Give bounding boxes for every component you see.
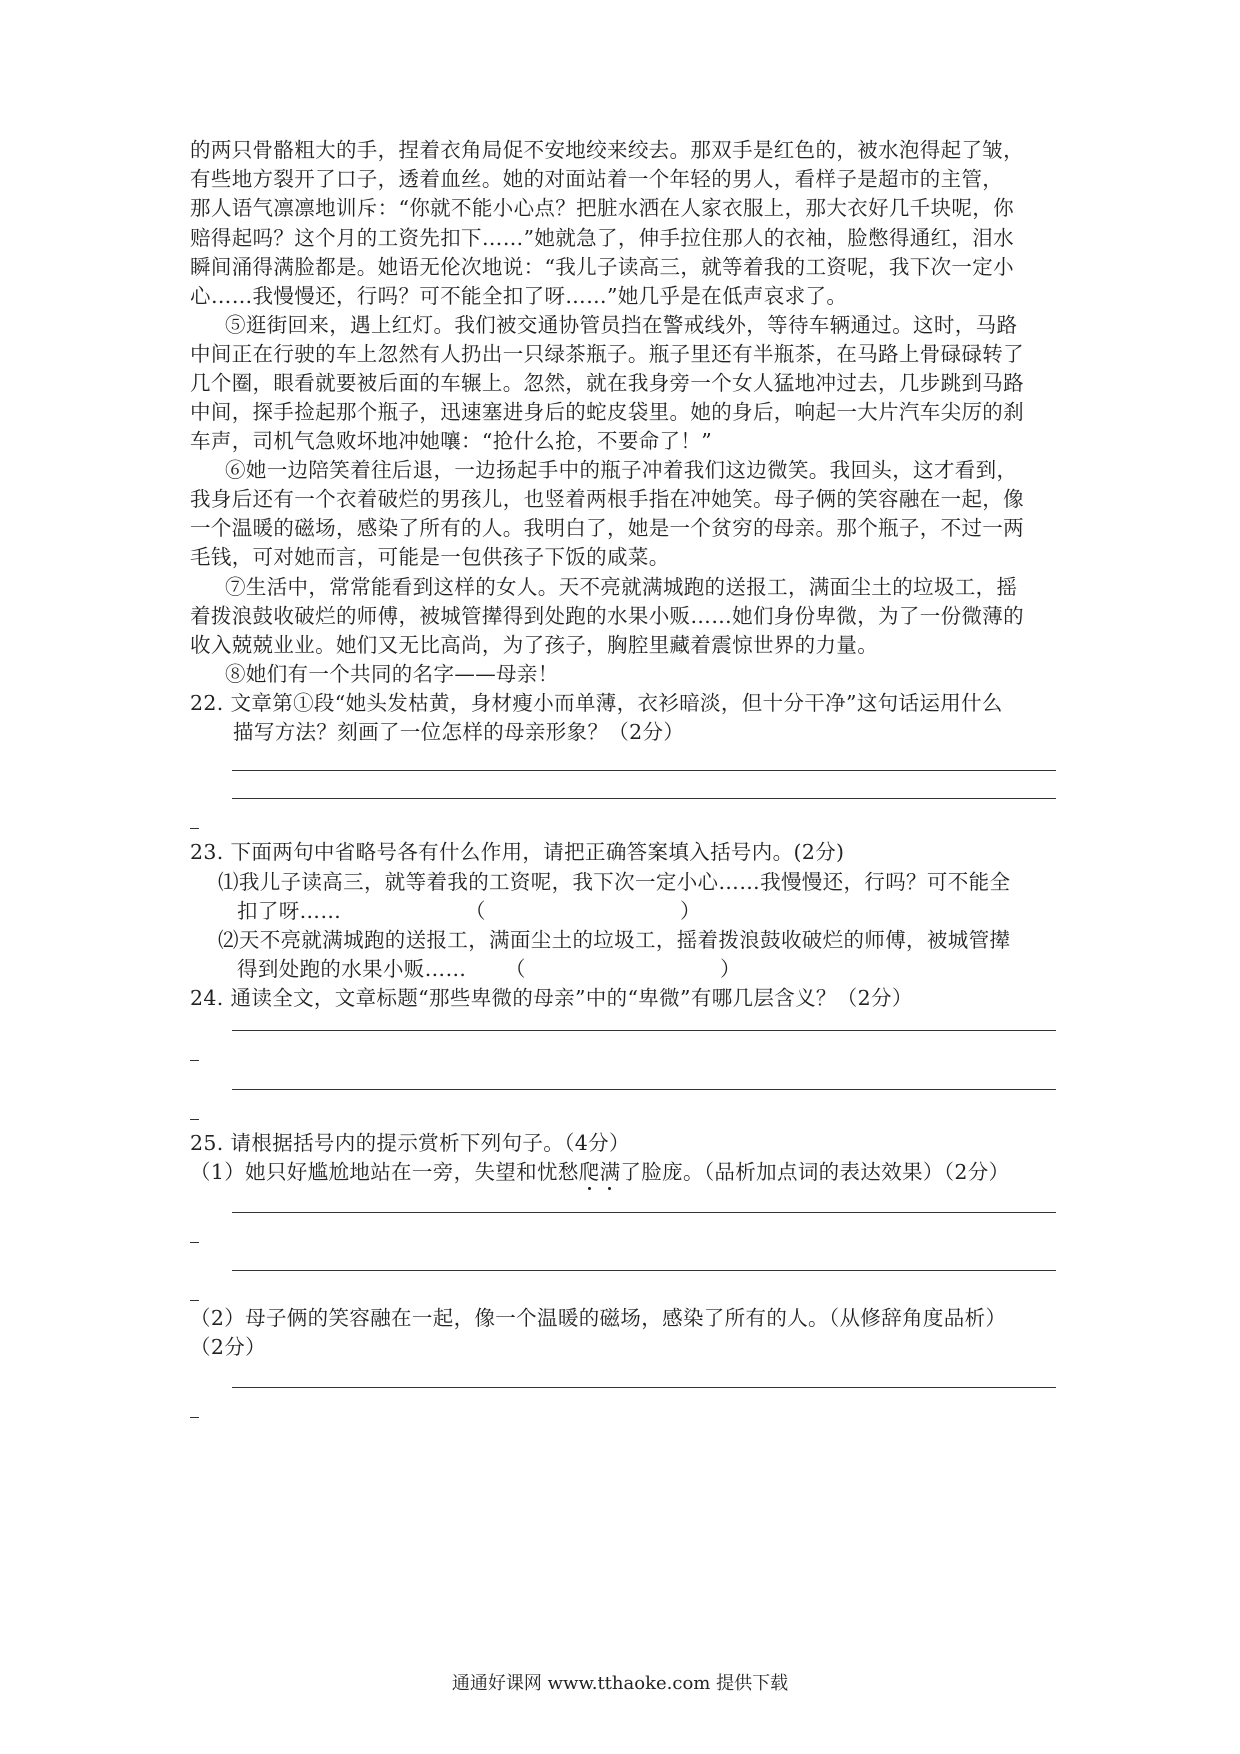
passage-line: 瞬间涌得满脸都是。她语无伦次地说：“我儿子读高三，就等着我的工资呢，我下次一定小 <box>190 255 1014 279</box>
sentence-1-post: 了脸庞。（品析加点词的表达效果）（2分） <box>620 1160 1010 1184</box>
dash-mark <box>190 1060 199 1061</box>
question-24: 24. 通读全文，文章标题“那些卑微的母亲”中的“卑微”有哪几层含义？（2分） <box>190 986 913 1010</box>
emphasis-char: 满 <box>599 1160 621 1184</box>
passage-line: 赔得起吗？这个月的工资先扣下……”她就急了，伸手拉住那人的衣袖，脸憋得通红，泪水 <box>190 226 1014 250</box>
answer-line[interactable] <box>232 798 1056 799</box>
passage-paragraph-6-line: ⑥她一边陪笑着往后退，一边扬起手中的瓶子冲着我们这边微笑。我回头，这才看到， <box>225 458 1018 482</box>
dash-mark <box>190 1417 199 1418</box>
answer-line[interactable] <box>232 1030 1056 1031</box>
question-22: 22. 文章第①段“她头发枯黄，身材瘦小而单薄，衣衫暗淡，但十分干净”这句话运用什么 <box>190 691 1003 715</box>
passage-line: 收入兢兢业业。她们又无比高尚，为了孩子，胸腔里藏着震惊世界的力量。 <box>190 633 879 657</box>
passage-line: 着拨浪鼓收破烂的师傅，被城管撵得到处跑的水果小贩……她们身份卑微，为了一份微薄的 <box>190 604 1024 628</box>
passage-line: 我身后还有一个衣着破烂的男孩儿，也竖着两根手指在冲她笑。母子俩的笑容融在一起，像 <box>190 487 1024 511</box>
question-23-sentence-2-cont: 得到处跑的水果小贩…… <box>237 957 467 981</box>
answer-paren-open: （ <box>505 957 526 981</box>
passage-line: 那人语气凛凛地训斥：“你就不能小心点？把脏水洒在人家衣服上，那大衣好几千块呢，你 <box>190 196 1014 220</box>
passage-line: 一个温暖的磁场，感染了所有的人。我明白了，她是一个贫穷的母亲。那个瓶子，不过一两 <box>190 516 1024 540</box>
answer-line[interactable] <box>232 1212 1056 1213</box>
question-23-sentence-1: ⑴我儿子读高三，就等着我的工资呢，我下次一定小心……我慢慢还，行吗？可不能全 <box>218 870 1011 894</box>
answer-paren-close: ） <box>720 957 741 981</box>
passage-line: 几个圈，眼看就要被后面的车辗上。忽然，就在我身旁一个女人猛地冲过去，几步跳到马路 <box>190 371 1024 395</box>
passage-line: 心……我慢慢还，行吗？可不能全扣了呀……”她几乎是在低声哀求了。 <box>190 284 848 308</box>
question-23-sentence-1-cont: 扣了呀…… <box>237 899 342 923</box>
passage-line: 毛钱，可对她而言，可能是一包供孩子下饭的咸菜。 <box>190 545 670 569</box>
emphasis-char: 爬 <box>578 1160 600 1184</box>
question-25-sentence-2-cont: （2分） <box>190 1335 266 1359</box>
passage-line: 中间，探手捡起那个瓶子，迅速塞进身后的蛇皮袋里。她的身后，响起一大片汽车尖厉的刹 <box>190 400 1024 424</box>
passage-line: 的两只骨骼粗大的手，捏着衣角局促不安地绞来绞去。那双手是红色的，被水泡得起了皱， <box>190 138 1024 162</box>
passage-line: 有些地方裂开了口子，透着血丝。她的对面站着一个年轻的男人，看样子是超市的主管， <box>190 167 1004 191</box>
dash-mark <box>190 1300 199 1301</box>
answer-line[interactable] <box>232 1387 1056 1388</box>
passage-paragraph-8: ⑧她们有一个共同的名字——母亲！ <box>225 662 559 686</box>
passage-line: 车声，司机气急败坏地冲她嚷：“抢什么抢，不要命了！” <box>190 429 713 453</box>
answer-paren-close: ） <box>680 899 701 923</box>
question-25-sentence-1 <box>190 1156 1009 1188</box>
question-23: 23. 下面两句中省略号各有什么作用，请把正确答案填入括号内。(2分) <box>190 840 845 864</box>
answer-line[interactable] <box>232 770 1056 771</box>
passage-paragraph-7-line: ⑦生活中，常常能看到这样的女人。天不亮就满城跑的送报工，满面尘土的垃圾工，摇 <box>225 575 1018 599</box>
dash-mark <box>190 1242 199 1243</box>
question-22-cont: 描写方法？刻画了一位怎样的母亲形象？（2分） <box>233 720 685 744</box>
answer-paren-open: （ <box>465 899 486 923</box>
sentence-1-pre: （1）她只好尴尬地站在一旁，失望和忧愁 <box>190 1160 579 1184</box>
passage-line: 中间正在行驶的车上忽然有人扔出一只绿茶瓶子。瓶子里还有半瓶茶，在马路上骨碌碌转了 <box>190 342 1024 366</box>
page-footer: 通通好课网 www.tthaoke.com 提供下载 <box>451 1673 789 1694</box>
answer-line[interactable] <box>232 1270 1056 1271</box>
question-25-sentence-2: （2）母子俩的笑容融在一起，像一个温暖的磁场，感染了所有的人。（从修辞角度品析） <box>190 1306 1007 1330</box>
passage-paragraph-5-line: ⑤逛街回来，遇上红灯。我们被交通协管员挡在警戒线外，等待车辆通过。这时，马路 <box>225 313 1018 337</box>
dash-mark <box>190 1119 199 1120</box>
answer-line[interactable] <box>232 1089 1056 1090</box>
question-25: 25. 请根据括号内的提示赏析下列句子。（4分） <box>190 1131 630 1155</box>
question-23-sentence-2: ⑵天不亮就满城跑的送报工，满面尘土的垃圾工，摇着拨浪鼓收破烂的师傅，被城管撵 <box>218 928 1011 952</box>
dash-mark <box>190 828 199 829</box>
